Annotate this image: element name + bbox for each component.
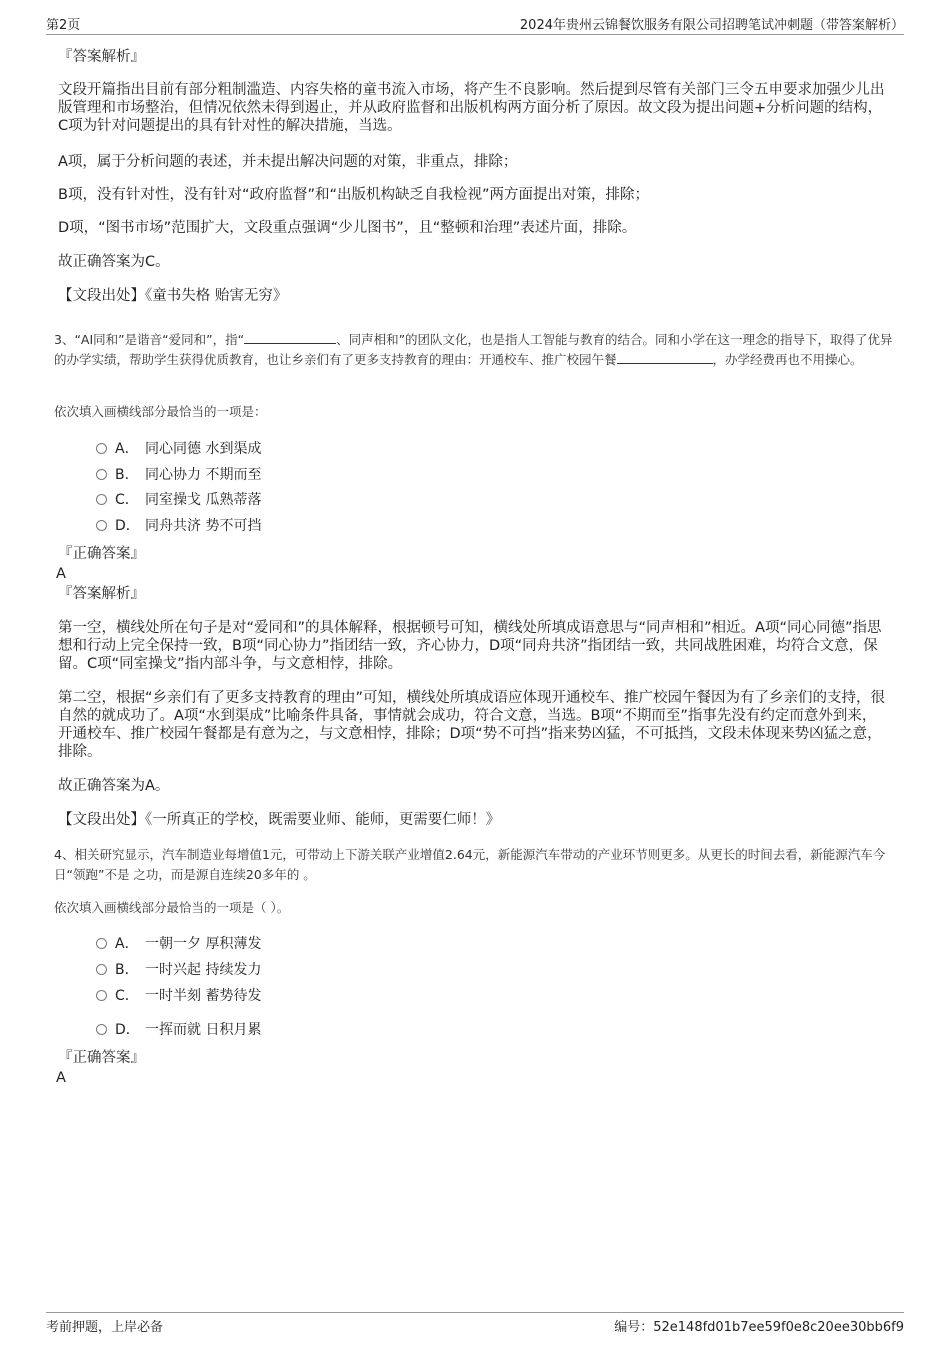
q3-option-d[interactable]	[96, 517, 261, 535]
q3-source: 【文段出处】《一所真正的学校，既需要业师、能师，更需要仁师！》	[58, 812, 501, 828]
q3-stem	[54, 330, 894, 370]
q4-option-c[interactable]	[96, 987, 261, 1005]
radio-icon[interactable]	[96, 1024, 107, 1035]
option-text: 一时兴起 持续发力	[145, 962, 262, 978]
q2-source: 【文段出处】《童书失格 贻害无穷》	[58, 288, 288, 304]
q3-analysis-para2: 第二空，根据“乡亲们有了更多支持教育的理由”可知，横线处所填成语应体现开通校车、推广校园午餐因为有了乡亲们的支持，很自然的就成功了。A项“水到渠成”比喻条件具备，事情就会成功，符合文意，当选。B项“不期而至”指事先没有约定而意外到来，开通校车、推广校园午餐都是有意为之，与文意相悖，排除；D项“势不可挡”指来势凶猛，不可抵挡，文段未体现来势凶猛之意，排除。	[58, 690, 886, 760]
option-key: D．	[115, 1022, 140, 1038]
q3-blank-2	[617, 351, 713, 364]
option-key: C．	[115, 492, 139, 508]
q4-stem: 4、相关研究显示，汽车制造业每增值1元，可带动上下游关联产业增值2.64元，新能源汽车带动的产业环节则更多。从更长的时间去看，新能源汽车今日“领跑”不是 之功，而是源自连续20多年的 。	[54, 847, 886, 882]
q2-analysis-para1: 文段开篇指出目前有部分粗制滥造、内容失格的童书流入市场，将产生不良影响。然后提到尽管有关部门三令五申要求加强少儿出版管理和市场整治，但情况依然未得到遏止，并从政府监督和出版机构两方面分析了原因。故文段为提出问题+分析问题的结构，C项为针对问题提出的具有针对性的解决措施，当选。	[58, 82, 885, 134]
radio-icon[interactable]	[96, 494, 107, 505]
option-key: D．	[115, 518, 140, 534]
q2-analysis-para3: B项，没有针对性，没有针对“政府监督”和“出版机构缺乏自我检视”两方面提出对策，排除；	[58, 187, 649, 203]
q2-analysis-para2: A项，属于分析问题的表述，并未提出解决问题的对策，非重点，排除；	[58, 154, 518, 170]
q2-analysis-para4: D项，“图书市场”范围扩大，文段重点强调“少儿图书”，且“整顿和治理”表述片面，排除。	[58, 220, 637, 236]
option-key: A．	[115, 936, 139, 952]
q2-analysis-label: 『答案解析』	[58, 49, 145, 65]
q3-answer: A	[56, 566, 66, 582]
q4-option-b[interactable]	[96, 961, 261, 979]
option-text: 同心协力 不期而至	[145, 467, 262, 483]
option-text: 同心同德 水到渠成	[145, 441, 262, 457]
document-title: 2024年贵州云锦餐饮服务有限公司招聘笔试冲刺题（带答案解析）	[519, 18, 904, 33]
q3-blank-1	[244, 331, 336, 344]
option-key: C．	[115, 988, 139, 1004]
q3-analysis-label: 『答案解析』	[58, 586, 145, 602]
option-text: 同舟共济 势不可挡	[145, 518, 262, 534]
page-header	[46, 12, 904, 35]
q3-option-b[interactable]	[96, 466, 261, 484]
option-key: A．	[115, 441, 139, 457]
q3-analysis-para1: 第一空，横线处所在句子是对“爱同和”的具体解释，根据顿号可知，横线处所填成语意思与“同声相和”相近。A项“同心同德”指思想和行动上完全保持一致，B项“同心协力”指团结一致，齐心协力，D项“同舟共济”指团结一致，共同战胜困难，均符合文意，保留。C项“同室操戈”指内部斗争，与文意相悖，排除。	[58, 620, 882, 672]
q3-option-a[interactable]	[96, 440, 261, 458]
radio-icon[interactable]	[96, 990, 107, 1001]
q3-option-c[interactable]	[96, 491, 261, 509]
q3-stem-part3: ，办学经费再也不用操心。	[712, 352, 863, 367]
q4-answer-label: 『正确答案』	[58, 1050, 145, 1066]
q3-answer-label: 『正确答案』	[58, 546, 145, 562]
option-key: B．	[115, 467, 139, 483]
q4-instruction: 依次填入画横线部分最恰当的一项是（ ）。	[54, 900, 290, 915]
q4-option-d[interactable]	[96, 1021, 261, 1039]
page-number: 第2页	[46, 18, 81, 33]
q3-instruction: 依次填入画横线部分最恰当的一项是：	[54, 404, 267, 419]
radio-icon[interactable]	[96, 520, 107, 531]
radio-icon[interactable]	[96, 964, 107, 975]
radio-icon[interactable]	[96, 443, 107, 454]
option-text: 同室操戈 瓜熟蒂落	[145, 492, 262, 508]
option-text: 一挥而就 日积月累	[145, 1022, 262, 1038]
q2-conclusion: 故正确答案为C。	[58, 254, 170, 270]
option-text: 一时半刻 蓄势待发	[145, 988, 262, 1004]
document-id: 编号：52e148fd01b7ee59f0e8c20ee30bb6f9	[614, 1320, 904, 1335]
q4-option-a[interactable]	[96, 935, 261, 953]
page-footer	[46, 1312, 904, 1335]
q3-conclusion: 故正确答案为A。	[58, 778, 170, 794]
q4-answer: A	[56, 1070, 66, 1086]
footer-slogan: 考前押题，上岸必备	[46, 1320, 164, 1335]
option-text: 一朝一夕 厚积薄发	[145, 936, 262, 952]
radio-icon[interactable]	[96, 469, 107, 480]
q3-stem-part1: 3、“AI同和”是谐音“爱同和”，指“	[54, 332, 245, 347]
option-key: B．	[115, 962, 139, 978]
q3-stem-part2: 、同声相和”的团队文化，也是指人工智能与教育的结合。同和小学在这一理念的指导下，取得了优异的办学实绩，帮助学生获得优质教育，也让乡亲们有了更多支持教育的理由：开通校车、推广校园午餐	[54, 332, 893, 367]
radio-icon[interactable]	[96, 938, 107, 949]
